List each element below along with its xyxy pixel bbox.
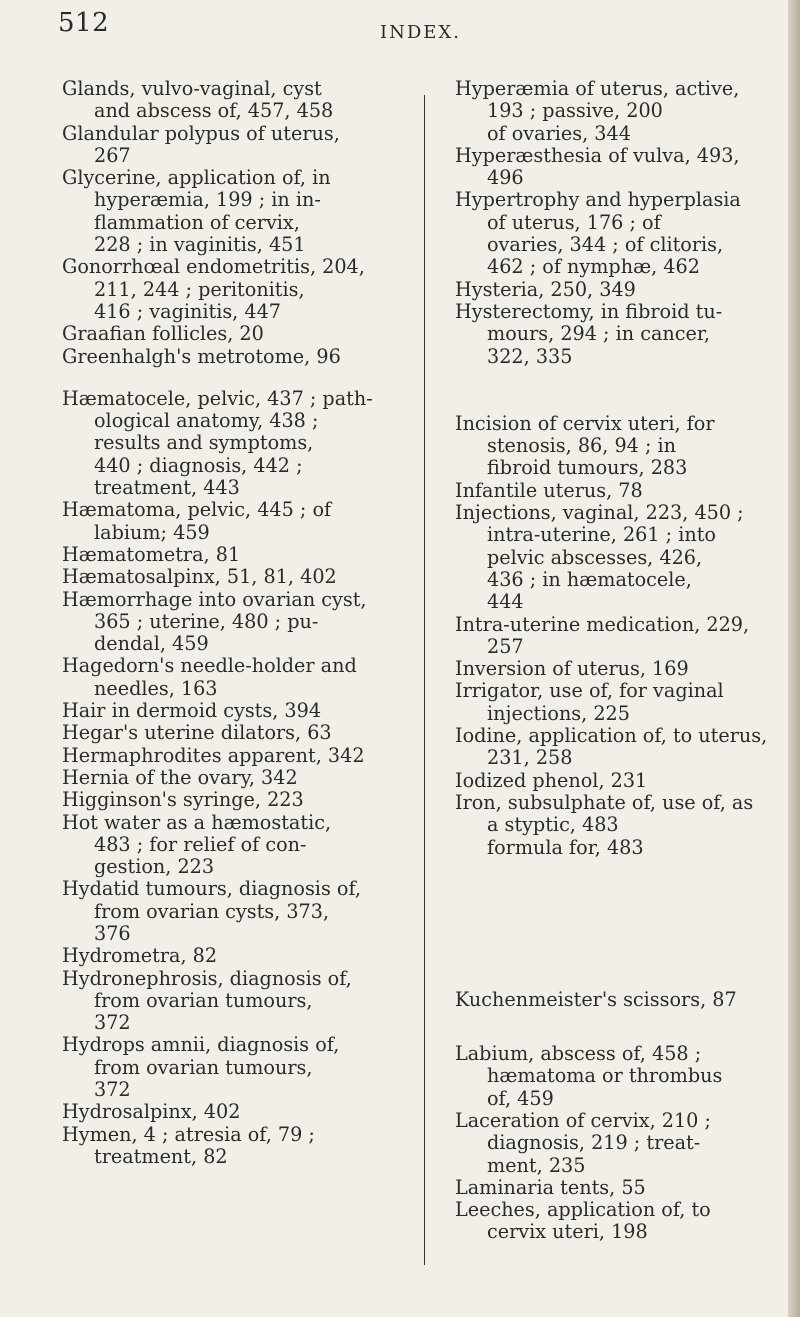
entry-continuation: results and symptoms, xyxy=(94,431,314,455)
index-entry xyxy=(62,745,402,767)
index-entry xyxy=(62,388,402,499)
entry-heading: Hydatid tumours, diagnosis of, xyxy=(62,877,361,901)
index-column-left xyxy=(62,78,402,1168)
entry-heading: Hypertrophy and hyperplasia xyxy=(455,188,741,212)
index-entry xyxy=(455,725,780,770)
entry-continuation: treatment, 443 xyxy=(94,476,240,500)
entry-heading: Higginson's syringe, 223 xyxy=(62,788,304,812)
index-entry xyxy=(62,968,402,1035)
entry-continuation: 322, 335 xyxy=(487,344,573,368)
entry-heading: Hydrops amnii, diagnosis of, xyxy=(62,1033,340,1057)
entry-heading: Glycerine, application of, in xyxy=(62,166,331,190)
entry-heading: Inversion of uterus, 169 xyxy=(455,657,689,681)
entry-continuation: 193 ; passive, 200 xyxy=(487,99,663,123)
entry-heading: Iron, subsulphate of, use of, as xyxy=(455,790,754,814)
entry-continuation: hæmatoma or thrombus xyxy=(487,1064,723,1088)
section-gap xyxy=(62,368,402,388)
entry-heading: Glands, vulvo-vaginal, cyst xyxy=(62,77,322,100)
section-gap xyxy=(455,1011,780,1043)
index-entry xyxy=(62,1034,402,1101)
entry-heading: Kuchenmeister's scissors, 87 xyxy=(455,987,737,1011)
entry-heading: Hæmorrhage into ovarian cyst, xyxy=(62,587,367,611)
entry-heading: Hernia of the ovary, 342 xyxy=(62,765,298,789)
entry-continuation: diagnosis, 219 ; treat- xyxy=(487,1131,701,1155)
entry-continuation: from ovarian cysts, 373, xyxy=(94,899,330,923)
entry-continuation: and abscess of, 457, 458 xyxy=(94,99,334,123)
entry-continuation: pelvic abscesses, 426, xyxy=(487,545,703,569)
entry-continuation: 267 xyxy=(94,143,131,167)
index-entry xyxy=(455,480,780,502)
entry-continuation: fibroid tumours, 283 xyxy=(487,456,688,480)
index-entry xyxy=(455,1110,780,1177)
entry-continuation: flammation of cervix, xyxy=(94,210,300,234)
entry-continuation: 231, 258 xyxy=(487,746,573,770)
index-entry xyxy=(62,78,402,123)
entry-heading: Iodine, application of, to uterus, xyxy=(455,724,768,748)
entry-heading: Injections, vaginal, 223, 450 ; xyxy=(455,501,744,525)
index-entry xyxy=(455,614,780,659)
entry-continuation: dendal, 459 xyxy=(94,632,209,656)
entry-heading: Hegar's uterine dilators, 63 xyxy=(62,721,332,745)
entry-heading: Glandular polypus of uterus, xyxy=(62,121,340,145)
entry-continuation: stenosis, 86, 94 ; in xyxy=(487,434,677,458)
entry-heading: Hagedorn's needle-holder and xyxy=(62,654,357,678)
entry-continuation: of uterus, 176 ; of xyxy=(487,210,661,234)
entry-heading: Greenhalgh's metrotome, 96 xyxy=(62,344,341,368)
index-entry xyxy=(455,770,780,792)
entry-continuation: from ovarian tumours, xyxy=(94,1055,313,1079)
page-edge xyxy=(788,0,800,1317)
entry-heading: Hysterectomy, in fibroid tu- xyxy=(455,299,723,323)
index-entry xyxy=(455,279,780,301)
entry-heading: Hair in dermoid cysts, 394 xyxy=(62,699,322,723)
section-gap xyxy=(455,368,780,413)
index-entry xyxy=(455,658,780,680)
entry-continuation: 416 ; vaginitis, 447 xyxy=(94,299,281,323)
entry-heading: Hæmatoma, pelvic, 445 ; of xyxy=(62,498,332,522)
index-entry xyxy=(62,499,402,544)
index-entry xyxy=(455,1177,780,1199)
entry-continuation: 376 xyxy=(94,921,131,945)
index-entry xyxy=(62,722,402,744)
entry-continuation: 436 ; in hæmatocele, xyxy=(487,567,692,591)
entry-heading: Hysteria, 250, 349 xyxy=(455,277,636,301)
index-entry xyxy=(62,655,402,700)
entry-heading: Infantile uterus, 78 xyxy=(455,478,643,502)
index-entry xyxy=(62,700,402,722)
entry-continuation: hyperæmia, 199 ; in in- xyxy=(94,188,321,212)
entry-heading: Hymen, 4 ; atresia of, 79 ; xyxy=(62,1122,315,1146)
entry-continuation: 440 ; diagnosis, 442 ; xyxy=(94,453,303,477)
index-entry xyxy=(62,589,402,656)
index-entry xyxy=(455,413,780,480)
index-entry xyxy=(62,346,402,368)
entry-heading: Intra-uterine medication, 229, xyxy=(455,612,750,636)
entry-continuation: 444 xyxy=(487,590,524,614)
index-entry xyxy=(455,792,780,859)
entry-heading: Laminaria tents, 55 xyxy=(455,1175,646,1199)
entry-heading: Hydrosalpinx, 402 xyxy=(62,1100,241,1124)
entry-continuation: a styptic, 483 xyxy=(487,813,619,837)
entry-heading: Hot water as a hæmostatic, xyxy=(62,810,332,834)
index-entry xyxy=(455,189,780,278)
index-entry xyxy=(62,767,402,789)
entry-continuation: gestion, 223 xyxy=(94,855,215,879)
index-entry xyxy=(62,1101,402,1123)
entry-continuation: 462 ; of nymphæ, 462 xyxy=(487,255,700,279)
index-entry xyxy=(62,256,402,323)
entry-heading: Hæmatocele, pelvic, 437 ; path- xyxy=(62,386,373,410)
index-entry xyxy=(455,989,780,1011)
index-entry xyxy=(455,145,780,190)
entry-heading: Iodized phenol, 231 xyxy=(455,768,648,792)
running-head: INDEX. xyxy=(380,22,461,43)
entry-continuation: of, 459 xyxy=(487,1086,554,1110)
section-gap xyxy=(455,859,780,989)
index-entry xyxy=(62,789,402,811)
entry-continuation: mours, 294 ; in cancer, xyxy=(487,322,711,346)
entry-heading: Gonorrhœal endometritis, 204, xyxy=(62,255,365,279)
entry-heading: Graafian follicles, 20 xyxy=(62,322,264,346)
entry-continuation: from ovarian tumours, xyxy=(94,988,313,1012)
entry-continuation: 372 xyxy=(94,1078,131,1102)
index-entry xyxy=(62,123,402,168)
entry-heading: Labium, abscess of, 458 ; xyxy=(455,1042,702,1066)
entry-continuation: ment, 235 xyxy=(487,1153,586,1177)
entry-heading: Hydrometra, 82 xyxy=(62,944,218,968)
entry-heading: Hyperæmia of uterus, active, xyxy=(455,77,740,100)
index-entry xyxy=(62,323,402,345)
index-entry xyxy=(455,1043,780,1110)
entry-continuation: 496 xyxy=(487,166,524,190)
index-entry xyxy=(455,680,780,725)
entry-continuation: cervix uteri, 198 xyxy=(487,1220,648,1244)
index-entry xyxy=(62,945,402,967)
index-entry xyxy=(62,167,402,256)
index-entry xyxy=(455,78,780,145)
entry-heading: Hydronephrosis, diagnosis of, xyxy=(62,966,352,990)
index-entry xyxy=(62,544,402,566)
entry-heading: Hyperæsthesia of vulva, 493, xyxy=(455,143,740,167)
index-entry xyxy=(62,878,402,945)
entry-continuation: labium; 459 xyxy=(94,520,210,544)
entry-continuation: 228 ; in vaginitis, 451 xyxy=(94,233,306,257)
entry-heading: Hermaphrodites apparent, 342 xyxy=(62,743,365,767)
entry-heading: Leeches, application of, to xyxy=(455,1198,711,1222)
index-entry xyxy=(62,1124,402,1169)
entry-continuation: 483 ; for relief of con- xyxy=(94,832,307,856)
entry-continuation: 365 ; uterine, 480 ; pu- xyxy=(94,609,319,633)
index-entry xyxy=(455,301,780,368)
index-entry xyxy=(455,1199,780,1244)
entry-continuation: formula for, 483 xyxy=(487,835,644,859)
index-entry xyxy=(455,502,780,613)
entry-continuation: treatment, 82 xyxy=(94,1144,228,1168)
index-column-right xyxy=(455,78,780,1244)
entry-heading: Irrigator, use of, for vaginal xyxy=(455,679,724,703)
entry-heading: Incision of cervix uteri, for xyxy=(455,411,715,435)
column-divider xyxy=(424,95,425,1265)
entry-continuation: 257 xyxy=(487,634,524,658)
entry-continuation: ovaries, 344 ; of clitoris, xyxy=(487,233,724,257)
entry-heading: Laceration of cervix, 210 ; xyxy=(455,1108,711,1132)
page-number: 512 xyxy=(58,8,110,38)
entry-continuation: injections, 225 xyxy=(487,701,630,725)
entry-continuation: 372 xyxy=(94,1011,131,1035)
entry-continuation: of ovaries, 344 xyxy=(487,121,631,145)
entry-heading: Hæmatosalpinx, 51, 81, 402 xyxy=(62,565,337,589)
entry-continuation: needles, 163 xyxy=(94,676,218,700)
entry-heading: Hæmatometra, 81 xyxy=(62,542,241,566)
entry-continuation: 211, 244 ; peritonitis, xyxy=(94,277,305,301)
index-entry xyxy=(62,566,402,588)
entry-continuation: intra-uterine, 261 ; into xyxy=(487,523,716,547)
index-entry xyxy=(62,812,402,879)
entry-continuation: ological anatomy, 438 ; xyxy=(94,409,319,433)
